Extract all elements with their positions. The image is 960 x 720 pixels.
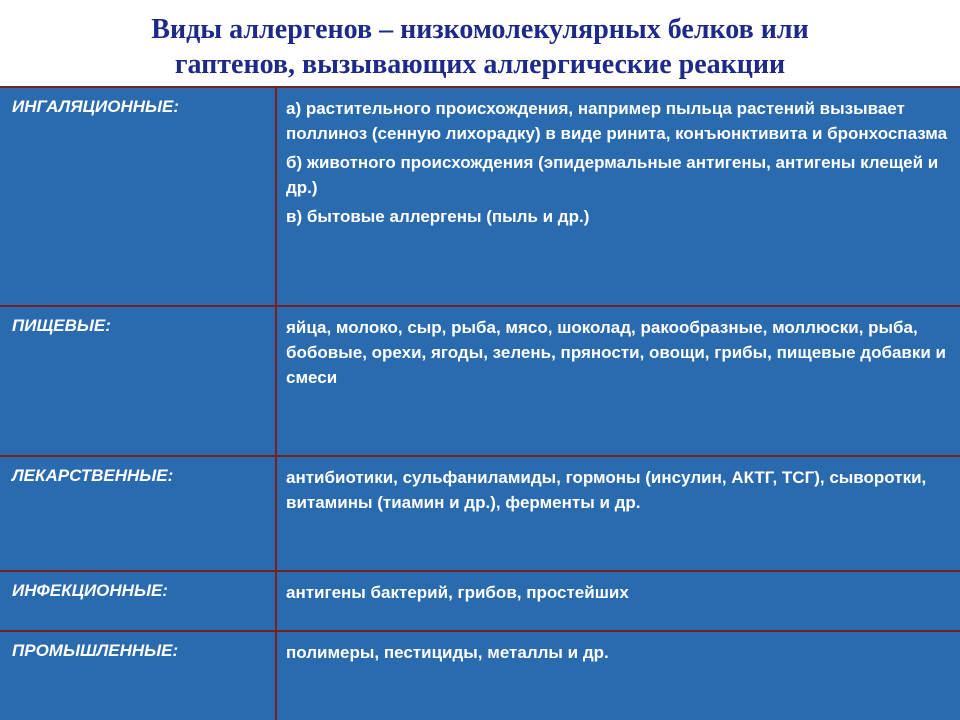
- description-item: а) растительного происхождения, например пыльца растений вызывает поллиноз (сенную лихорадку) в виде ринита, конъюнктивита и бронхоспазма: [286, 99, 948, 143]
- description-item: полимеры, пестициды, металлы и др.: [286, 643, 609, 662]
- slide-title: [0, 12, 960, 82]
- category-label: ПРОМЫШЛЕННЫЕ:: [12, 641, 179, 660]
- table-row-drugs: [0, 457, 960, 572]
- description-item: б) животного происхождения (эпидермальные антигены, антигены клещей и др.): [286, 153, 939, 197]
- description-item: яйца, молоко, сыр, рыба, мясо, шоколад, ракообразные, моллюски, рыба, бобовые, орехи, ягоды, зелень, пряности, овощи, грибы, пищевые добавки и смеси: [286, 318, 947, 387]
- table-row-food: [0, 307, 960, 457]
- description-item: антибиотики, сульфаниламиды, гормоны (инсулин, АКТГ, ТСГ), сыворотки, витамины (тиамин и др.), ферменты и др.: [286, 468, 927, 512]
- category-label: ЛЕКАРСТВЕННЫЕ:: [12, 466, 174, 485]
- description-cell: [286, 465, 951, 519]
- title-line-2: гаптенов, вызывающих аллергические реакции: [174, 49, 786, 80]
- description-item: антигены бактерий, грибов, простейших: [286, 583, 629, 602]
- description-cell: [286, 580, 951, 609]
- category-label: ИНФЕКЦИОННЫЕ:: [12, 581, 168, 600]
- column-divider: [275, 86, 277, 720]
- table-row-inhalation: [0, 88, 960, 307]
- title-line-1: Виды аллергенов – низкомолекулярных белков или: [151, 14, 809, 45]
- table-row-industrial: [0, 632, 960, 720]
- description-cell: [286, 640, 951, 669]
- description-item: в) бытовые аллергены (пыль и др.): [286, 207, 590, 226]
- description-cell: [286, 96, 951, 233]
- category-label: ИНГАЛЯЦИОННЫЕ:: [12, 97, 180, 116]
- description-cell: [286, 315, 951, 394]
- category-label: ПИЩЕВЫЕ:: [12, 316, 111, 335]
- table-row-infectious: [0, 572, 960, 632]
